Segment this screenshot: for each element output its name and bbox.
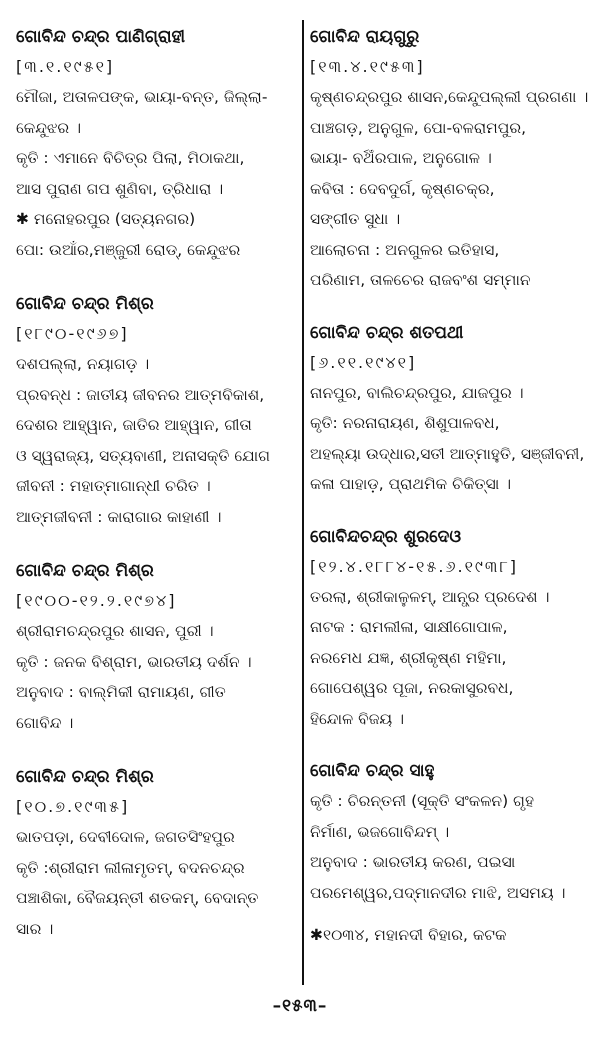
entry-text-line: ସାର । bbox=[16, 919, 54, 938]
entry-text-line: କୃତି : ଜନକ ବିଶ୍ରାମ, ଭାରତୀୟ ଦର୍ଶନ । bbox=[16, 652, 252, 671]
author-entry bbox=[16, 289, 298, 532]
author-dates: [୧୮୯୦-୧୯୬୭] bbox=[16, 324, 129, 343]
entry-text-line: ଆତ୍ମଜୀବନୀ : କାରାଗାର କାହାଣୀ । bbox=[16, 507, 222, 526]
author-name: ଗୋବିନ୍ଦ ଚନ୍ଦ୍ର ମିଶ୍ର bbox=[16, 561, 154, 581]
entry-text-line: ଭାତପଡ଼ା, ଦେବୀଦୋଳ, ଜଗତସିଂହପୁର bbox=[16, 828, 235, 846]
author-dates: [୩.୧.୧୯୫୧] bbox=[16, 57, 115, 76]
entry-text-line: ଅନୁବାଦ : ଭାରତୀୟ କରଣ, ପଇସା bbox=[310, 853, 516, 871]
author-dates: [୧୩.୪.୧୯୫୩] bbox=[310, 57, 425, 76]
entry-text-line: ଜୀବନୀ : ମହାତ୍ମାଗାନ୍ଧୀ ଚରିତ । bbox=[16, 477, 211, 495]
entry-text-line: ନିର୍ମାଣ, ଭଜଗୋବିନ୍ଦମ୍ । bbox=[310, 822, 450, 841]
entry-text-line: ପ୍ରବନ୍ଧ : ଜାତୀୟ ଜୀବନର ଆତ୍ମବିକାଶ, bbox=[16, 385, 265, 404]
entry-text-line: ଦେଶର ଆହ୍ୱାନ, ଜାତିର ଆହ୍ୱାନ, ଗୀତା bbox=[16, 416, 252, 434]
entry-text-line: ଆଲୋଚନା : ଅନଗୁଳର ଇତିହାସ, bbox=[310, 240, 500, 259]
author-entry bbox=[310, 318, 594, 500]
left-column bbox=[16, 22, 298, 944]
entry-text-line: କୃଷ୍ଣଚନ୍ଦ୍ରପୁର ଶାସନ,କେନ୍ଦୁପଲ୍ଲୀ ପ୍ରଗଣା । bbox=[310, 88, 589, 106]
author-name: ଗୋବିନ୍ଦ ଚନ୍ଦ୍ର ପାଣିଗ୍ରାହୀ bbox=[16, 27, 186, 47]
column-divider bbox=[302, 20, 304, 985]
entry-text-line: ମୌଜା, ଅତାଳପଙ୍କ, ଭାୟା-ବନ୍ତ, ଜିଲ୍ଲା- bbox=[16, 88, 268, 106]
author-entry bbox=[16, 556, 298, 738]
right-column bbox=[310, 22, 594, 951]
author-name: ଗୋବିନ୍ଦଚନ୍ଦ୍ର ଶୁରଦେଓ bbox=[310, 526, 462, 547]
entry-text-line: ଭାୟା- ବର୍ଥଁରପାଳ, ଅନୁଗୋଳ । bbox=[310, 149, 492, 167]
author-dates: [୧୦.୭.୧୯୩୫] bbox=[16, 797, 130, 816]
entry-text-line: କେନ୍ଦୁଝର । bbox=[16, 118, 82, 137]
entry-text-line: ପୋ: ଉଆଁର,ମଞ୍ଜୁରୀ ରୋଡ୍, କେନ୍ଦୁଝର bbox=[16, 240, 241, 259]
author-dates: [୧୯୦୦-୧୨.୨.୧୯୭୪] bbox=[16, 591, 177, 610]
entry-text-line: ଦଶପଲ୍ଲା, ନୟାଗଡ଼ । bbox=[16, 355, 150, 373]
author-entry bbox=[310, 522, 594, 735]
entry-text-line: କୃତି :ଶ୍ରୀରାମ ଲୀଳାମୃତମ୍, ବଦନଚନ୍ଦ୍ର bbox=[16, 858, 245, 877]
page-number: –୧୫୩– bbox=[272, 996, 328, 1016]
entry-text-line: ଆସ ପୁରାଣ ଗପ ଶୁଣିବା, ତ୍ରିଧାରା । bbox=[16, 179, 224, 198]
entry-text-line: ନରମେଧ ଯଜ୍ଞ, ଶ୍ରୀକୃଷ୍ଣ ମହିମା, bbox=[310, 648, 507, 667]
entry-text-line: ଅହଲ୍ୟା ଉଦ୍ଧାର,ସତୀ ଆତ୍ମାହୁତି, ସଞ୍ଜୀବନୀ, bbox=[310, 444, 585, 463]
entry-text-line: ତରଲା, ଶ୍ରୀକାଳୁଳମ୍, ଆନ୍ଧ୍ର ପ୍ରଦେଶ । bbox=[310, 587, 550, 606]
author-dates: [୧୨.୪.୧୮୮୪-୧୫.୬.୧୯୩୮] bbox=[310, 556, 519, 576]
entry-text-line: ଅନୁବାଦ : ବାଲ୍ମିକୀ ରାମାୟଣ, ଗୀତ bbox=[16, 683, 226, 701]
entry-text-line: ପାଞ୍ଚଗଡ଼, ଅନୁଗୁଳ, ପୋ-ବଳରାମପୁର, bbox=[310, 118, 527, 137]
author-name: ଗୋବିନ୍ଦ ଚନ୍ଦ୍ର ମିଶ୍ର bbox=[16, 294, 154, 314]
author-name: ଗୋବିନ୍ଦ ଚନ୍ଦ୍ର ସାହୁ bbox=[310, 761, 435, 781]
entry-text-line: କଳା ପାହାଡ଼, ପ୍ରାଥମିକ ଚିକିତ୍ସା । bbox=[310, 475, 512, 493]
author-name: ଗୋବିନ୍ଦ ରାୟଗୁରୁ bbox=[310, 27, 420, 47]
entry-text-line: ପରମେଶ୍ୱର,ପଦ୍ମାନଦୀର ମାଝି, ଅସମୟ । bbox=[310, 883, 566, 902]
author-dates: [୬.୧୧.୧୯୪୧] bbox=[310, 352, 417, 372]
entry-text-line: କବିତା : ଦେବଦୁର୍ଗ, କୃଷ୍ଣଚକ୍ର, bbox=[310, 179, 495, 198]
entry-text-line: ସଙ୍ଗୀତ ସୁଧା । bbox=[310, 210, 401, 228]
entry-text-line: କୃତି : ଚିରନ୍ତନୀ (ସୂକ୍ତି ସଂକଳନ) ଗୃହ bbox=[310, 792, 534, 810]
author-entry bbox=[310, 22, 594, 296]
entry-text-line: କୃତି : ଏମାନେ ବିଚିତ୍ର ପିଲା, ମିଠାକଥା, bbox=[16, 149, 245, 167]
entry-text-line: ✱ ମନୋହରପୁର (ସତ୍ୟନଗର) bbox=[16, 210, 196, 228]
author-entry bbox=[16, 22, 298, 265]
entry-text-line: ✱୧୦୩୪, ମହାନଦୀ ବିହାର, କଟକ bbox=[310, 926, 507, 944]
entry-text-line: ଶ୍ରୀରାମଚନ୍ଦ୍ରପୁର ଶାସନ, ପୁରୀ । bbox=[16, 622, 214, 640]
entry-text-line bbox=[310, 908, 594, 920]
entry-text-line: ହିନ୍ଦୋଳ ବିଜୟ । bbox=[310, 709, 405, 728]
entry-text-line: ଗୋବିନ୍ଦ । bbox=[16, 713, 74, 732]
entry-text-line: ଗୋପେଶ୍ୱର ପୂଜା, ନରକାସୁରବଧ, bbox=[310, 679, 514, 697]
author-entry bbox=[16, 762, 298, 944]
entry-text-line: ନାଟକ : ରାମଲୀଳା, ସାକ୍ଷୀଗୋପାଳ, bbox=[310, 618, 508, 636]
entry-text-line: ପରିଣାମ, ତାଳଚେର ରାଜବଂଶ ସମ୍ମାନ bbox=[310, 271, 531, 289]
entry-text-line: କୃତି: ନରନାରାୟଣ, ଶିଶୁପାଳବଧ, bbox=[310, 414, 500, 432]
author-name: ଗୋବିନ୍ଦ ଚନ୍ଦ୍ର ଶତପଥୀ bbox=[310, 322, 464, 343]
author-name: ଗୋବିନ୍ଦ ଚନ୍ଦ୍ର ମିଶ୍ର bbox=[16, 767, 154, 787]
entry-text-line: ଓ ସ୍ୱରାଜ୍ୟ, ସତ୍ୟବାଣୀ, ଅନାସକ୍ତି ଯୋଗ bbox=[16, 446, 271, 465]
entry-text-line: ନାନପୁର, ବାଲିଚନ୍ଦ୍ରପୁର, ଯାଜପୁର । bbox=[310, 383, 524, 402]
author-entry bbox=[310, 756, 594, 951]
entry-text-line: ପଞ୍ଚାଶିକା, ବୈଜୟନ୍ତୀ ଶତକମ୍, ବେଦାନ୍ତ bbox=[16, 889, 259, 907]
